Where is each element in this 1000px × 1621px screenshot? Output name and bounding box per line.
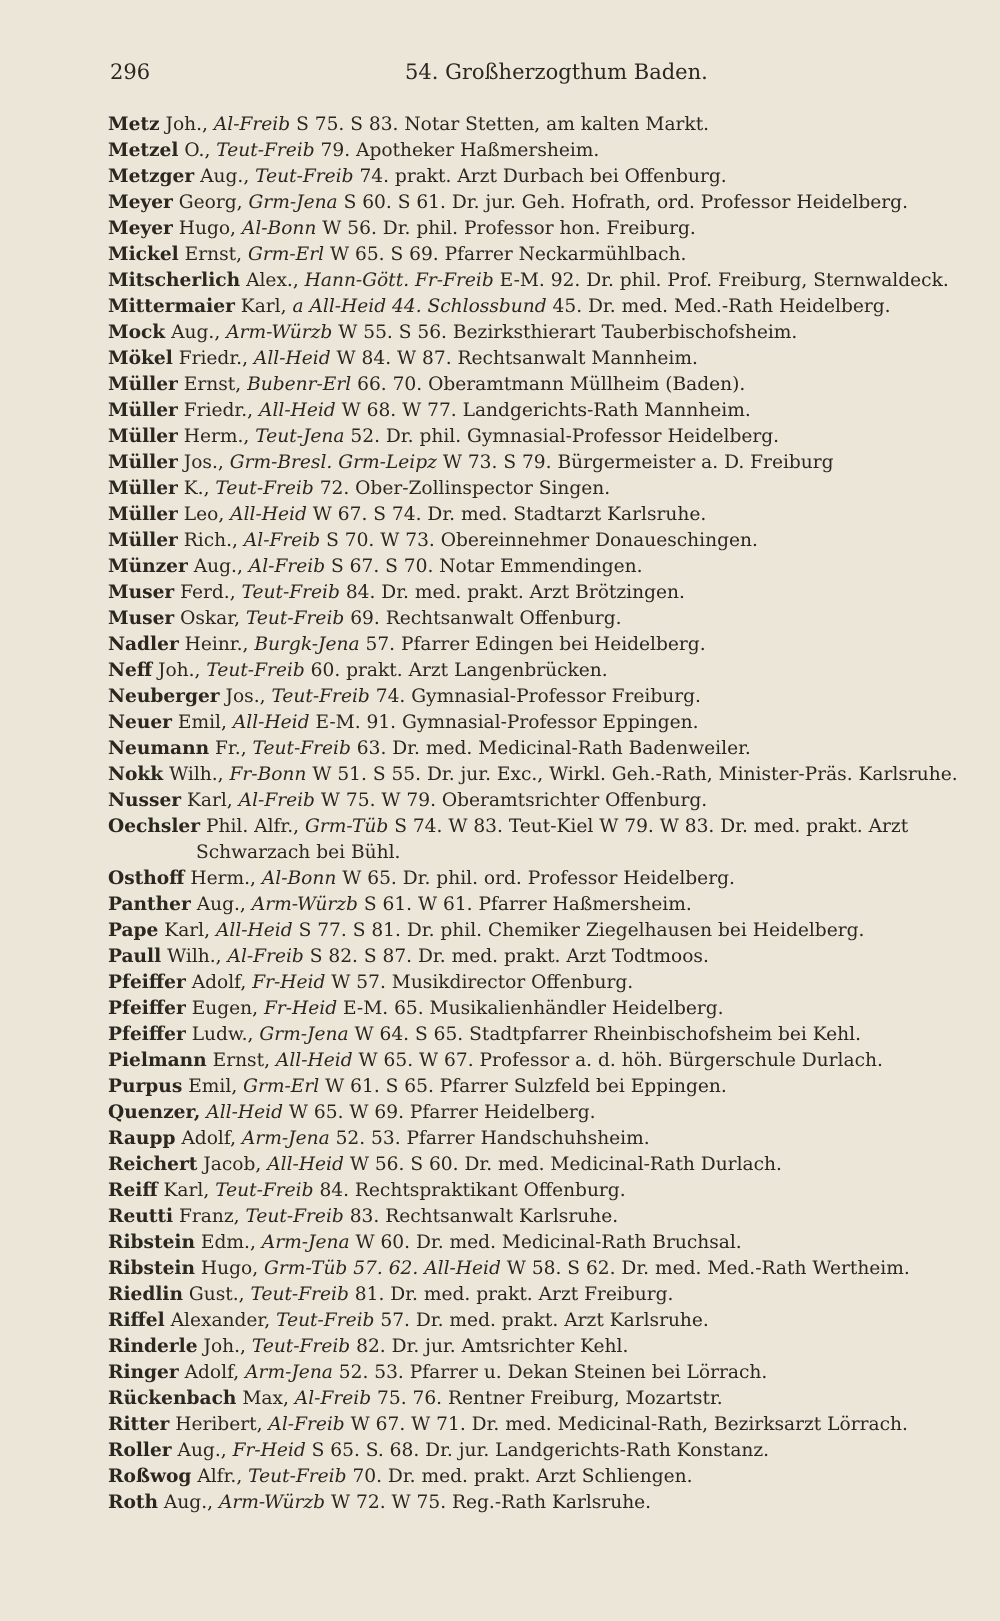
entry-given-name: Oskar, [180, 608, 241, 629]
directory-entry [108, 1152, 978, 1178]
entry-corps: Al-Freib [268, 1414, 345, 1435]
entry-details: W 67. S 74. Dr. med. Stadtarzt Karlsruhe. [312, 504, 707, 525]
entry-details: 57. Pfarrer Edingen bei Heidelberg. [365, 634, 706, 655]
entry-corps: Teut-Freib [252, 738, 351, 759]
entry-details: 83. Rechtsanwalt Karlsruhe. [349, 1206, 619, 1227]
entry-corps: Teut-Freib [245, 608, 345, 629]
directory-entry [108, 1360, 978, 1386]
entry-corps: Burgk-Jena [254, 634, 360, 655]
entry-corps: Fr-Heid [252, 972, 326, 993]
entry-given-name: Friedr., [183, 400, 254, 421]
entry-surname: Metzger [108, 166, 195, 187]
entry-details: S 60. S 61. Dr. jur. Geh. Hofrath, ord. Professor Heidelberg. [343, 192, 908, 213]
entry-surname: Pfeiffer [108, 998, 186, 1019]
entry-details: S 67. S 70. Notar Emmendingen. [331, 556, 643, 577]
entry-given-name: Edm., [200, 1232, 256, 1253]
entry-corps: Grm-Erl [243, 1076, 320, 1097]
entry-given-name: Adolf, [184, 1362, 240, 1383]
entry-surname: Reiff [108, 1180, 158, 1201]
entry-given-name: Aug., [177, 1440, 227, 1461]
entry-details: W 55. S 56. Bezirksthierart Tauberbischofsheim. [338, 322, 798, 343]
directory-entry [108, 1178, 978, 1204]
entry-details: W 56. Dr. phil. Professor hon. Freiburg. [322, 218, 696, 239]
directory-entry [108, 1100, 978, 1126]
entry-details: 69. Rechtsanwalt Offenburg. [350, 608, 622, 629]
entry-corps: Al-Freib [248, 556, 326, 577]
entry-corps: Teut-Freib [251, 1336, 351, 1357]
entry-given-name: Wilh., [167, 946, 222, 967]
entry-corps: All-Heid [253, 348, 331, 369]
directory-entry [108, 814, 978, 866]
directory-entry [108, 1282, 978, 1308]
entry-given-name: Heinr., [184, 634, 249, 655]
entry-details: 74. prakt. Arzt Durbach bei Offenburg. [359, 166, 727, 187]
entry-surname: Mökel [108, 348, 173, 369]
entry-details: W 58. S 62. Dr. med. Med.-Rath Wertheim. [506, 1258, 910, 1279]
entry-details: W 68. W 77. Landgerichts-Rath Mannheim. [341, 400, 751, 421]
entry-surname: Pfeiffer [108, 1024, 186, 1045]
entry-corps: Al-Freib [294, 1388, 372, 1409]
entry-surname: Müller [108, 400, 178, 421]
directory-entry [108, 996, 978, 1022]
entry-given-name: Aug., [193, 556, 243, 577]
entry-continuation: Schwarzach bei Bühl. [196, 842, 401, 863]
entry-surname: Pfeiffer [108, 972, 186, 993]
directory-entry [108, 1438, 978, 1464]
entry-corps: Al-Freib [227, 946, 304, 967]
directory-entry [108, 580, 978, 606]
entry-details: W 65. Dr. phil. ord. Professor Heidelberg. [342, 868, 735, 889]
entry-corps: Arm-Jena [245, 1362, 333, 1383]
entry-details: S 82. S 87. Dr. med. prakt. Arzt Todtmoos. [309, 946, 709, 967]
directory-entries [108, 112, 978, 1516]
directory-entry [108, 450, 978, 476]
entry-given-name: Joh., [165, 114, 208, 135]
entry-corps: Hann-Gött. Fr-Freib [304, 270, 494, 291]
entry-given-name: Rich., [183, 530, 238, 551]
entry-details: 63. Dr. med. Medicinal-Rath Badenweiler. [356, 738, 751, 759]
entry-surname: Müller [108, 426, 178, 447]
directory-entry [108, 944, 978, 970]
entry-surname: Nusser [108, 790, 182, 811]
entry-corps: Arm-Jena [241, 1128, 330, 1149]
entry-given-name: Phil. Alfr., [205, 816, 300, 837]
entry-given-name: Heribert, [175, 1414, 263, 1435]
entry-corps: Grm-Jena [259, 1024, 349, 1045]
entry-given-name: Fr., [215, 738, 247, 759]
entry-given-name: Alfr., [197, 1466, 243, 1487]
entry-surname: Ribstein [108, 1232, 195, 1253]
entry-details: W 65. W 67. Professor a. d. höh. Bürgerschule Durlach. [358, 1050, 883, 1071]
entry-surname: Nokk [108, 764, 164, 785]
entry-surname: Mittermaier [108, 296, 235, 317]
entry-details: W 64. S 65. Stadtpfarrer Rheinbischofsheim bei Kehl. [354, 1024, 861, 1045]
entry-details: E-M. 91. Gymnasial-Professor Eppingen. [315, 712, 699, 733]
directory-entry [108, 788, 978, 814]
entry-surname: Rinderle [108, 1336, 198, 1357]
entry-given-name: Gust., [188, 1284, 245, 1305]
directory-entry [108, 424, 978, 450]
entry-details: E-M. 92. Dr. phil. Prof. Freiburg, Sternwaldeck. [499, 270, 949, 291]
entry-surname: Neumann [108, 738, 210, 759]
page-header [110, 60, 960, 96]
entry-surname: Müller [108, 374, 178, 395]
entry-surname: Neuberger [108, 686, 220, 707]
entry-surname: Müller [108, 504, 178, 525]
entry-surname: Metzel [108, 140, 179, 161]
entry-details: 60. prakt. Arzt Langenbrücken. [310, 660, 608, 681]
entry-details: 82. Dr. jur. Amtsrichter Kehl. [356, 1336, 629, 1357]
entry-surname: Metz [108, 114, 160, 135]
entry-corps: Teut-Freib [248, 1466, 347, 1487]
entry-corps: Bubenr-Erl [247, 374, 352, 395]
directory-entry [108, 632, 978, 658]
entry-given-name: Franz, [178, 1206, 240, 1227]
directory-entry [108, 892, 978, 918]
entry-details: W 57. Musikdirector Offenburg. [331, 972, 634, 993]
entry-surname: Rückenbach [108, 1388, 237, 1409]
entry-corps: Al-Bonn [241, 218, 317, 239]
directory-entry [108, 1490, 978, 1516]
entry-details: W 84. W 87. Rechtsanwalt Mannheim. [336, 348, 698, 369]
entry-details: 52. Dr. phil. Gymnasial-Professor Heidelberg. [350, 426, 780, 447]
entry-details: W 65. S 69. Pfarrer Neckarmühlbach. [329, 244, 687, 265]
entry-corps: Al-Freib [213, 114, 291, 135]
entry-corps: Arm-Würzb [218, 1492, 326, 1513]
entry-surname: Müller [108, 478, 178, 499]
entry-details: W 73. S 79. Bürgermeister a. D. Freiburg [442, 452, 834, 473]
entry-corps: Teut-Freib [215, 478, 314, 499]
entry-details: S 65. S. 68. Dr. jur. Landgerichts-Rath Konstanz. [311, 1440, 770, 1461]
entry-surname: Mickel [108, 244, 179, 265]
entry-surname: Ribstein [108, 1258, 195, 1279]
entry-given-name: Aug., [163, 1492, 214, 1513]
directory-entry [108, 1230, 978, 1256]
entry-corps: Teut-Freib [241, 582, 340, 603]
entry-corps: Fr-Bonn [229, 764, 307, 785]
entry-corps: Grm-Erl [247, 244, 325, 265]
directory-entry [108, 190, 978, 216]
entry-corps: Al-Freib [238, 790, 315, 811]
directory-entry [108, 918, 978, 944]
entry-given-name: Herm., [190, 868, 256, 889]
directory-entry [108, 216, 978, 242]
entry-given-name: Joh., [203, 1336, 246, 1357]
entry-details: W 67. W 71. Dr. med. Medicinal-Rath, Bezirksarzt Lörrach. [350, 1414, 908, 1435]
directory-entry [108, 1126, 978, 1152]
directory-entry [108, 268, 978, 294]
entry-surname: Reichert [108, 1154, 198, 1175]
entry-details: W 72. W 75. Reg.-Rath Karlsruhe. [331, 1492, 652, 1513]
entry-details: 84. Dr. med. prakt. Arzt Brötzingen. [345, 582, 685, 603]
directory-entry [108, 1334, 978, 1360]
entry-details: W 56. S 60. Dr. med. Medicinal-Rath Durlach. [349, 1154, 782, 1175]
entry-corps: Al-Bonn [261, 868, 337, 889]
entry-surname: Muser [108, 582, 175, 603]
entry-surname: Purpus [108, 1076, 183, 1097]
entry-corps: Teut-Freib [276, 1310, 375, 1331]
entry-surname: Reutti [108, 1206, 174, 1227]
entry-surname: Nadler [108, 634, 179, 655]
entry-given-name: Ferd., [180, 582, 236, 603]
entry-corps: Grm-Tüb [305, 816, 389, 837]
directory-entry [108, 866, 978, 892]
entry-given-name: K., [183, 478, 210, 499]
entry-given-name: Emil, [188, 1076, 238, 1097]
entry-given-name: Georg, [178, 192, 243, 213]
entry-details: W 75. W 79. Oberamtsrichter Offenburg. [320, 790, 708, 811]
entry-details: 45. Dr. med. Med.-Rath Heidelberg. [552, 296, 891, 317]
directory-entry [108, 658, 978, 684]
entry-given-name: Ernst, [212, 1050, 270, 1071]
entry-given-name: Herm., [183, 426, 250, 447]
entry-given-name: Leo, [183, 504, 225, 525]
entry-given-name: Wilh., [169, 764, 224, 785]
entry-corps: All-Heid [259, 400, 336, 421]
entry-given-name: Alexander, [170, 1310, 271, 1331]
entry-surname: Riffel [108, 1310, 165, 1331]
entry-given-name: Eugen, [191, 998, 259, 1019]
entry-corps: Teut-Freib [215, 1180, 314, 1201]
entry-corps: a All-Heid 44. Schlossbund [292, 296, 547, 317]
entry-surname: Paull [108, 946, 162, 967]
entry-surname: Müller [108, 452, 178, 473]
entry-given-name: Adolf, [191, 972, 247, 993]
directory-entry [108, 320, 978, 346]
directory-entry [108, 372, 978, 398]
entry-corps: Grm-Jena [248, 192, 338, 213]
entry-corps: Al-Freib [243, 530, 321, 551]
entry-corps: Grm-Tüb 57. 62. All-Heid [264, 1258, 501, 1279]
directory-entry [108, 1386, 978, 1412]
entry-given-name: Jos., [225, 686, 266, 707]
entry-details: 75. 76. Rentner Freiburg, Mozartstr. [377, 1388, 723, 1409]
entry-given-name: Karl, [187, 790, 233, 811]
directory-entry [108, 684, 978, 710]
entry-given-name: Aug., [200, 166, 250, 187]
entry-details: 72. Ober-Zollinspector Singen. [319, 478, 611, 499]
directory-entry [108, 476, 978, 502]
entry-surname: Oechsler [108, 816, 201, 837]
directory-entry [108, 1308, 978, 1334]
directory-entry [108, 1048, 978, 1074]
directory-entry [108, 294, 978, 320]
entry-corps: All-Heid [215, 920, 293, 941]
entry-surname: Ringer [108, 1362, 179, 1383]
entry-corps: Teut-Freib [216, 140, 315, 161]
entry-surname: Muser [108, 608, 175, 629]
entry-surname: Pielmann [108, 1050, 207, 1071]
entry-corps: Teut-Freib [250, 1284, 349, 1305]
entry-details: 74. Gymnasial-Professor Freiburg. [375, 686, 701, 707]
entry-surname: Müller [108, 530, 178, 551]
entry-details: 57. Dr. med. prakt. Arzt Karlsruhe. [380, 1310, 709, 1331]
entry-details: S 77. S 81. Dr. phil. Chemiker Ziegelhausen bei Heidelberg. [298, 920, 865, 941]
entry-given-name: Joh., [158, 660, 201, 681]
entry-surname: Roßwog [108, 1466, 192, 1487]
entry-details: 79. Apotheker Haßmersheim. [320, 140, 600, 161]
directory-entry [108, 1204, 978, 1230]
entry-details: W 51. S 55. Dr. jur. Exc., Wirkl. Geh.-Rath, Minister-Präs. Karlsruhe. [312, 764, 958, 785]
entry-corps: Teut-Freib [271, 686, 370, 707]
entry-surname: Mock [108, 322, 166, 343]
entry-given-name: Adolf, [181, 1128, 236, 1149]
entry-details: S 70. W 73. Obereinnehmer Donaueschingen. [326, 530, 758, 551]
entry-surname: Roller [108, 1440, 172, 1461]
entry-corps: All-Heid [230, 504, 307, 525]
entry-given-name: Friedr., [178, 348, 248, 369]
entry-surname: Pape [108, 920, 159, 941]
entry-corps: Teut-Freib [255, 166, 354, 187]
entry-corps: Fr-Heid [232, 1440, 306, 1461]
entry-surname: Roth [108, 1492, 158, 1513]
entry-corps: All-Heid [206, 1102, 283, 1123]
directory-entry [108, 970, 978, 996]
entry-given-name: Karl, [163, 1180, 210, 1201]
page-number: 296 [110, 60, 151, 84]
entry-given-name: Karl, [240, 296, 287, 317]
entry-given-name: Ernst, [184, 244, 243, 265]
directory-entry [108, 736, 978, 762]
entry-corps: Fr-Heid [263, 998, 338, 1019]
entry-details: 81. Dr. med. prakt. Arzt Freiburg. [354, 1284, 674, 1305]
directory-entry [108, 1412, 978, 1438]
entry-given-name: Hugo, [178, 218, 236, 239]
directory-entry [108, 1022, 978, 1048]
entry-given-name: Aug., [171, 322, 221, 343]
entry-surname: Osthoff [108, 868, 185, 889]
directory-entry [108, 554, 978, 580]
entry-surname: Panther [108, 894, 191, 915]
entry-given-name: Emil, [177, 712, 227, 733]
entry-details: W 60. Dr. med. Medicinal-Rath Bruchsal. [355, 1232, 742, 1253]
entry-corps: Arm-Würzb [251, 894, 358, 915]
entry-corps: Teut-Jena [255, 426, 345, 447]
entry-corps: Arm-Jena [261, 1232, 350, 1253]
entry-corps: All-Heid [275, 1050, 353, 1071]
entry-given-name: Aug., [196, 894, 246, 915]
entry-given-name: Ernst, [183, 374, 242, 395]
entry-details: 70. Dr. med. prakt. Arzt Schliengen. [352, 1466, 693, 1487]
entry-details: W 61. S 65. Pfarrer Sulzfeld bei Eppingen. [325, 1076, 727, 1097]
directory-entry [108, 762, 978, 788]
entry-given-name: Jacob, [203, 1154, 262, 1175]
entry-surname: Raupp [108, 1128, 176, 1149]
entry-details: 66. 70. Oberamtmann Müllheim (Baden). [357, 374, 746, 395]
entry-given-name: Max, [242, 1388, 289, 1409]
entry-surname: Neff [108, 660, 153, 681]
directory-entry [108, 502, 978, 528]
entry-corps: All-Heid [267, 1154, 344, 1175]
entry-given-name: Jos., [183, 452, 224, 473]
directory-entry [108, 346, 978, 372]
entry-details: 52. 53. Pfarrer Handschuhsheim. [335, 1128, 650, 1149]
entry-given-name: Alex., [246, 270, 299, 291]
entry-corps: Grm-Bresl. Grm-Leipz [229, 452, 437, 473]
entry-corps: Teut-Freib [206, 660, 305, 681]
entry-corps: Teut-Freib [245, 1206, 344, 1227]
entry-details: 52. 53. Pfarrer u. Dekan Steinen bei Lörrach. [338, 1362, 768, 1383]
directory-entry [108, 606, 978, 632]
entry-surname: Meyer [108, 192, 173, 213]
entry-surname: Mitscherlich [108, 270, 241, 291]
entry-details: 84. Rechtspraktikant Offenburg. [319, 1180, 626, 1201]
entry-details: S 75. S 83. Notar Stetten, am kalten Markt. [296, 114, 710, 135]
entry-details: S 61. W 61. Pfarrer Haßmersheim. [363, 894, 692, 915]
entry-surname: Meyer [108, 218, 173, 239]
entry-given-name: Hugo, [200, 1258, 259, 1279]
entry-given-name: Ludw., [191, 1024, 254, 1045]
directory-entry [108, 1074, 978, 1100]
directory-entry [108, 164, 978, 190]
entry-given-name: Karl, [164, 920, 211, 941]
entry-surname: Ritter [108, 1414, 170, 1435]
directory-entry [108, 398, 978, 424]
entry-details: S 74. W 83. Teut-Kiel W 79. W 83. Dr. med. prakt. Arzt [394, 816, 909, 837]
directory-entry [108, 1256, 978, 1282]
directory-entry [108, 710, 978, 736]
directory-entry [108, 112, 978, 138]
running-title: 54. Großherzogthum Baden. [405, 60, 708, 84]
entry-surname: Münzer [108, 556, 188, 577]
entry-corps: All-Heid [232, 712, 310, 733]
entry-surname: Quenzer, [108, 1102, 201, 1123]
entry-details: E-M. 65. Musikalienhändler Heidelberg. [343, 998, 724, 1019]
entry-given-name: O., [184, 140, 211, 161]
directory-entry [108, 138, 978, 164]
entry-corps: Arm-Würzb [226, 322, 333, 343]
entry-surname: Neuer [108, 712, 172, 733]
entry-details: W 65. W 69. Pfarrer Heidelberg. [288, 1102, 596, 1123]
directory-entry [108, 1464, 978, 1490]
entry-surname: Riedlin [108, 1284, 183, 1305]
directory-entry [108, 528, 978, 554]
directory-entry [108, 242, 978, 268]
